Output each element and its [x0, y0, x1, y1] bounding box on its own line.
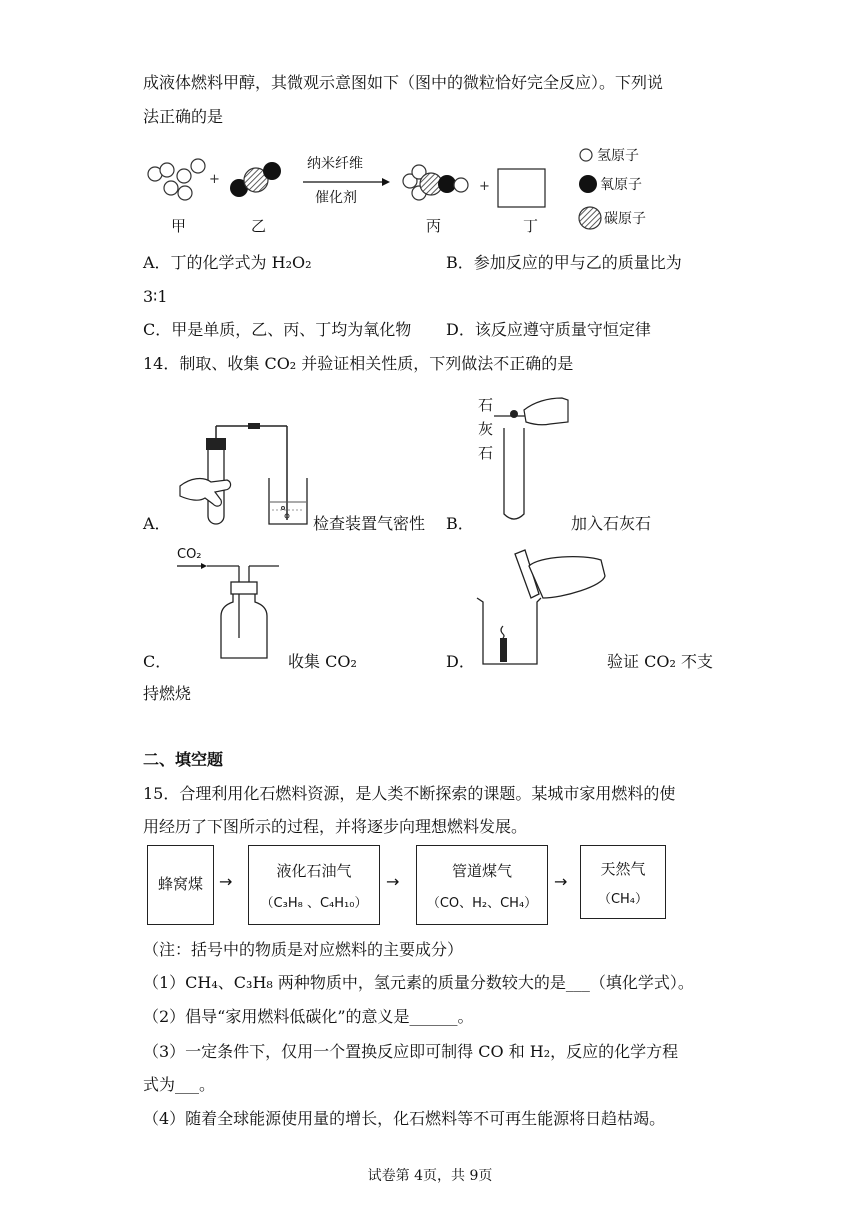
flow-arrow-1: → — [219, 872, 233, 891]
flow-box-title: 天然气 — [600, 860, 646, 878]
q14-stem: 14．制取、收集 CO₂ 并验证相关性质，下列做法不正确的是 — [143, 354, 574, 373]
hydrogen-atom-icon — [580, 149, 592, 161]
flow-box-lpg — [248, 845, 380, 925]
q15-sub-2: （2）倡导“家用燃料低碳化”的意义是______。 — [143, 1007, 474, 1026]
label-yi: 乙 — [251, 217, 267, 235]
molecule-jia — [148, 159, 205, 200]
legend-oxygen: 氧原子 — [600, 177, 642, 193]
intro-line-1: 成液体燃料甲醇，其微观示意图如下（图中的微粒恰好完全反应）。下列说 — [143, 73, 664, 92]
q13-option-b-cont: 3∶1 — [143, 287, 168, 306]
catalyst-bottom: 催化剂 — [315, 190, 357, 206]
flow-box-sub: （CO、H₂、CH₄） — [426, 896, 538, 911]
limestone-char-1: 石 — [478, 396, 494, 414]
flow-box-sub: （CH₄） — [597, 892, 649, 907]
limestone-char-3: 石 — [478, 444, 494, 462]
q15-sub-3-line-2: 式为___。 — [143, 1075, 216, 1094]
q14-c-label: C． — [143, 652, 172, 671]
q15-sub-3-line-1: （3）一定条件下，仅用一个置换反应即可制得 CO 和 H₂，反应的化学方程 — [143, 1042, 679, 1061]
q14-c-text: 收集 CO₂ — [288, 652, 357, 671]
q14-a-label: A． — [143, 514, 171, 533]
q13-option-b: B．参加反应的甲与乙的质量比为 — [446, 253, 682, 272]
q14-d-text: 验证 CO₂ 不支 — [607, 652, 713, 671]
flow-arrow-3: → — [554, 872, 568, 891]
flow-box-honeycomb-coal — [147, 845, 214, 925]
q14-a-text: 检查装置气密性 — [313, 514, 426, 533]
molecule-bing — [403, 165, 468, 200]
verify-co2-image — [473, 546, 613, 670]
carbon-atom-icon — [579, 207, 601, 229]
flow-box-natural-gas — [580, 845, 666, 919]
plus-sign-1: + — [209, 172, 220, 187]
flow-box-title: 蜂窝煤 — [157, 875, 203, 893]
q15-stem-1: 15．合理利用化石燃料资源，是人类不断探索的课题。某城市家用燃料的使 — [143, 784, 676, 803]
q15-stem-2: 用经历了下图所示的过程，并将逐步向理想燃料发展。 — [143, 817, 528, 836]
flow-box-sub: （C₃H₈ 、C₄H₁₀） — [260, 896, 368, 911]
q15-note: （注：括号中的物质是对应燃料的主要成分） — [143, 940, 464, 959]
co2-arrow-label: CO₂ — [177, 547, 202, 562]
legend — [579, 148, 646, 229]
label-ding: 丁 — [523, 217, 539, 235]
q15-sub-4: （4）随着全球能源使用量的增长，化石燃料等不可再生能源将日趋枯竭。 — [143, 1109, 666, 1128]
catalyst-top: 纳米纤维 — [307, 156, 363, 172]
intro-line-2: 法正确的是 — [143, 107, 224, 126]
limestone-char-2: 灰 — [478, 420, 494, 438]
flow-box-title: 液化石油气 — [276, 862, 352, 880]
q14-b-text: 加入石灰石 — [571, 514, 652, 533]
page-footer: 试卷第 4页，共 9页 — [367, 1168, 493, 1184]
q14-b-label: B． — [446, 514, 474, 533]
collect-co2-image — [173, 542, 283, 664]
label-jia: 甲 — [171, 217, 187, 235]
flow-arrow-2: → — [386, 872, 400, 891]
q15-sub-1: （1）CH₄、C₃H₈ 两种物质中，氢元素的质量分数较大的是___（填化学式）。 — [143, 973, 694, 992]
section-2-title: 二、填空题 — [143, 750, 224, 769]
q14-d-label: D． — [446, 652, 475, 671]
flow-box-pipeline-gas — [416, 845, 548, 925]
q13-option-a: A．丁的化学式为 H₂O₂ — [143, 253, 312, 272]
reaction-diagram — [140, 140, 700, 245]
flow-box-title: 管道煤气 — [451, 862, 512, 880]
q13-option-c: C．甲是单质，乙、丙、丁均为氧化物 — [143, 320, 412, 339]
label-bing: 丙 — [426, 217, 442, 235]
q13-option-d: D．该反应遵守质量守恒定律 — [446, 320, 651, 339]
add-limestone-image — [476, 388, 576, 523]
airtightness-check-image — [175, 420, 315, 530]
oxygen-atom-icon — [579, 175, 597, 193]
q14-d-text-cont: 持燃烧 — [143, 684, 192, 703]
plus-sign-2: + — [479, 179, 490, 194]
legend-hydrogen: 氢原子 — [597, 148, 639, 164]
unknown-product-box — [498, 169, 545, 207]
molecule-yi — [230, 162, 281, 197]
legend-carbon: 碳原子 — [604, 211, 646, 227]
